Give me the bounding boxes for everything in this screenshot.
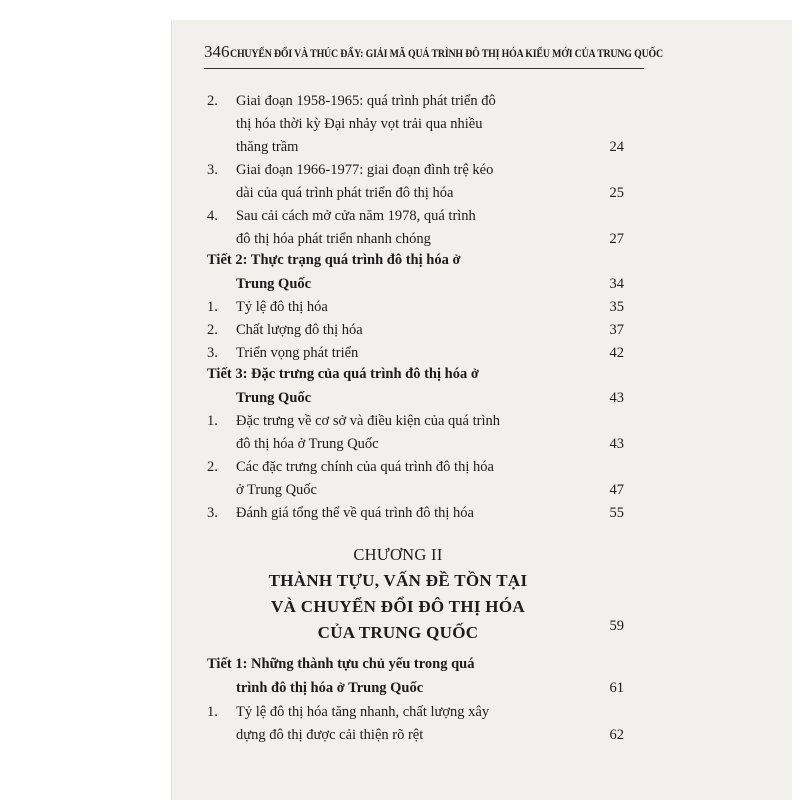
toc-page-number: 61 [609,680,624,696]
toc-entry-number: 1. [207,704,218,720]
chapter-title-line: VÀ CHUYỂN ĐỔI ĐÔ THỊ HÓA [271,597,525,616]
page-number: 346 [204,42,230,61]
toc-section-heading: trình đô thị hóa ở Trung Quốc [236,680,424,696]
toc-entry-text: Sau cải cách mở cửa năm 1978, quá trình [236,208,476,224]
toc-section-heading: Trung Quốc [236,276,312,292]
toc-page-number: 25 [609,185,624,201]
toc-entry-text: thị hóa thời kỳ Đại nhảy vọt trải qua nhiều [236,116,483,132]
chapter-title-line: CỦA TRUNG QUỐC [317,623,479,642]
chapter-title-line: THÀNH TỰU, VẤN ĐỀ TỒN TẠI [268,571,528,590]
toc-entry-number: 2. [207,322,218,338]
toc-entry-number: 3. [207,505,218,521]
toc-entry-number: 2. [207,93,218,109]
toc-entry-text: Các đặc trưng chính của quá trình đô thị hóa [236,459,494,475]
toc-entry-text: đô thị hóa phát triển nhanh chóng [236,231,431,247]
toc-page-number: 55 [609,505,624,521]
toc-entry-text: Giai đoạn 1966-1977: giai đoạn đình trệ kéo [236,162,494,178]
toc-page-number: 59 [609,618,624,634]
toc-section-heading: Tiết 1: Những thành tựu chủ yếu trong quá [207,656,475,672]
toc-section-heading: Tiết 3: Đặc trưng của quá trình đô thị hóa ở [207,366,479,382]
toc-page-number: 34 [609,276,624,292]
toc-entry-text: dài của quá trình phát triển đô thị hóa [236,185,454,201]
toc-section-heading: Tiết 2: Thực trạng quá trình đô thị hóa ở [207,252,461,268]
toc-page-number: 42 [609,345,624,361]
toc-entry-text: đô thị hóa ở Trung Quốc [236,436,379,452]
toc-entry-number: 4. [207,208,218,224]
toc-entry-number: 1. [207,413,218,429]
toc-page-number: 43 [609,390,624,406]
book-title-header: CHUYỂN ĐỔI VÀ THÚC ĐẨY: GIẢI MÃ QUÁ TRÌNH ĐÔ THỊ HÓA KIỂU MỚI CỦA TRUNG QUỐC [229,46,663,60]
toc-page-number: 35 [609,299,624,315]
toc-entry-text: Triển vọng phát triển [236,345,359,361]
toc-entry-text: Đánh giá tổng thể về quá trình đô thị hóa [236,505,474,521]
toc-page-number: 62 [609,727,624,743]
toc-entry-text: Tỷ lệ đô thị hóa tăng nhanh, chất lượng xây [236,704,490,720]
toc-entry-text: thăng trầm [236,139,299,155]
toc-section-heading: Trung Quốc [236,390,312,406]
toc-page-number: 37 [609,322,624,338]
toc-entry-number: 3. [207,345,218,361]
toc-entry-text: Tỷ lệ đô thị hóa [236,299,328,315]
toc-entry-text: Giai đoạn 1958-1965: quá trình phát triển đô [236,93,496,109]
toc-entry-text: Đặc trưng về cơ sở và điều kiện của quá trình [236,413,500,429]
toc-page-number: 27 [609,231,624,247]
toc-entry-text: Chất lượng đô thị hóa [236,322,363,338]
toc-page-number: 47 [609,482,624,498]
chapter-label: CHƯƠNG II [353,545,443,564]
toc-page-number: 24 [609,139,624,155]
toc-entry-text: ở Trung Quốc [236,482,317,498]
toc-page-number: 43 [609,436,624,452]
toc-entry-number: 3. [207,162,218,178]
toc-entry-number: 1. [207,299,218,315]
toc-entry-text: dựng đô thị được cải thiện rõ rệt [236,727,424,743]
toc-entry-number: 2. [207,459,218,475]
